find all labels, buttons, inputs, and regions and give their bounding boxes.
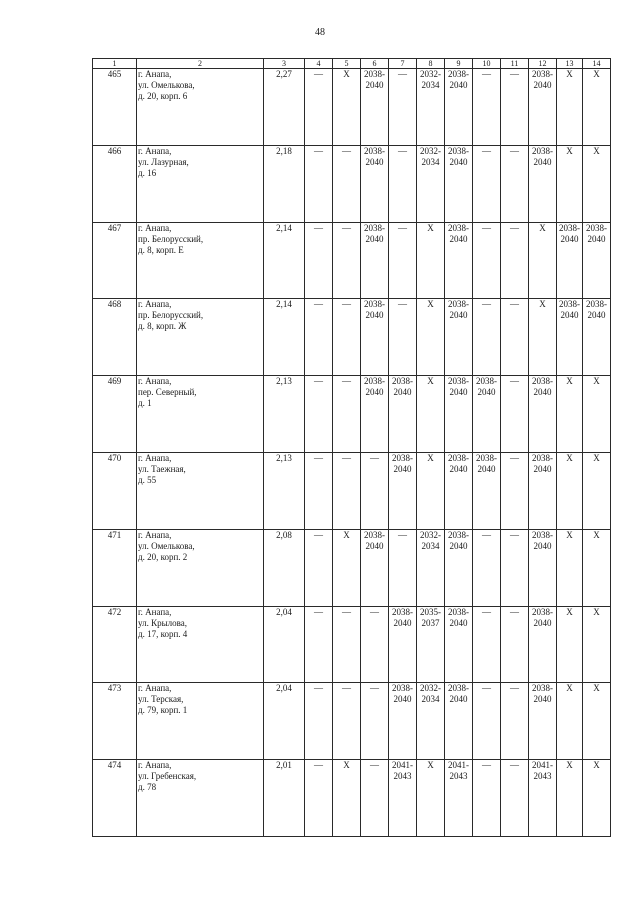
value-cell <box>557 222 583 299</box>
value-cell: 2,27 <box>264 69 305 146</box>
address-cell <box>137 760 264 837</box>
period-line: 2038- <box>448 376 469 387</box>
value-cell: X <box>583 760 611 837</box>
value-cell <box>529 376 557 453</box>
value-cell <box>389 760 417 837</box>
period-line: 2040 <box>393 617 412 628</box>
value-cell <box>389 452 417 529</box>
period-line: 2040 <box>587 233 606 244</box>
address-line: г. Анапа, <box>138 606 172 617</box>
value-cell <box>361 299 389 376</box>
address-line: пр. Белорусский, <box>138 233 204 244</box>
address-line: д. 17, корп. 4 <box>138 628 188 639</box>
table-body <box>93 69 611 837</box>
period-line: 2040 <box>560 233 579 244</box>
value-cell: X <box>583 145 611 222</box>
value-cell: X <box>583 376 611 453</box>
period-line: 2040 <box>449 387 468 398</box>
value-cell: — <box>333 606 361 683</box>
value-cell: — <box>305 69 333 146</box>
value-cell: — <box>501 145 529 222</box>
period-line: 2038- <box>532 683 553 694</box>
table-row <box>93 529 611 606</box>
row-number: 469 <box>93 376 137 453</box>
period-line: 2038- <box>448 606 469 617</box>
value-cell: — <box>333 452 361 529</box>
value-cell: — <box>473 222 501 299</box>
column-header: 13 <box>557 59 583 69</box>
value-cell: — <box>305 145 333 222</box>
value-cell: X <box>529 299 557 376</box>
column-header: 11 <box>501 59 529 69</box>
value-cell: — <box>473 760 501 837</box>
period-line: 2038- <box>392 606 413 617</box>
period-line: 2038- <box>532 606 553 617</box>
period-line: 2040 <box>533 540 552 551</box>
value-cell <box>445 606 473 683</box>
period-line: 2043 <box>393 771 412 782</box>
period-line: 2040 <box>449 156 468 167</box>
address-line: д. 20, корп. 2 <box>138 551 188 562</box>
value-cell: — <box>361 760 389 837</box>
address-cell <box>137 222 264 299</box>
address-cell <box>137 683 264 760</box>
value-cell <box>361 222 389 299</box>
row-number: 467 <box>93 222 137 299</box>
value-cell: — <box>361 683 389 760</box>
value-cell <box>361 69 389 146</box>
period-line: 2037 <box>421 617 440 628</box>
page-number: 48 <box>315 27 325 38</box>
period-line: 2040 <box>365 540 384 551</box>
period-line: 2040 <box>449 233 468 244</box>
value-cell: — <box>305 606 333 683</box>
value-cell <box>529 452 557 529</box>
value-cell: — <box>305 760 333 837</box>
period-line: 2040 <box>449 80 468 90</box>
value-cell: — <box>305 452 333 529</box>
row-number: 472 <box>93 606 137 683</box>
value-cell <box>529 683 557 760</box>
value-cell: — <box>361 452 389 529</box>
value-cell: — <box>333 376 361 453</box>
address-line: г. Анапа, <box>138 760 172 771</box>
period-line: 2038- <box>448 145 469 156</box>
period-line: 2043 <box>533 771 552 782</box>
value-cell: — <box>389 69 417 146</box>
column-header: 6 <box>361 59 389 69</box>
period-line: 2043 <box>449 771 468 782</box>
period-line: 2038- <box>532 145 553 156</box>
value-cell: — <box>389 529 417 606</box>
address-line: г. Анапа, <box>138 222 172 233</box>
period-line: 2038- <box>364 145 385 156</box>
period-line: 2032- <box>420 683 441 694</box>
value-cell: X <box>583 529 611 606</box>
value-cell: 2,13 <box>264 376 305 453</box>
schedule-table <box>92 58 611 837</box>
period-line: 2034 <box>421 80 440 90</box>
row-number: 473 <box>93 683 137 760</box>
period-line: 2040 <box>449 540 468 551</box>
address-line: д. 1 <box>138 398 152 409</box>
row-number: 474 <box>93 760 137 837</box>
row-number: 470 <box>93 452 137 529</box>
value-cell: — <box>305 299 333 376</box>
value-cell: X <box>557 376 583 453</box>
column-header: 4 <box>305 59 333 69</box>
period-line: 2040 <box>449 617 468 628</box>
address-cell <box>137 69 264 146</box>
period-line: 2040 <box>533 80 552 90</box>
value-cell <box>445 529 473 606</box>
period-line: 2041- <box>448 760 469 771</box>
period-line: 2040 <box>365 387 384 398</box>
period-line: 2034 <box>421 156 440 167</box>
address-line: д. 55 <box>138 474 157 485</box>
value-cell: — <box>333 683 361 760</box>
value-cell: — <box>501 606 529 683</box>
address-line: г. Анапа, <box>138 452 172 463</box>
value-cell: X <box>583 452 611 529</box>
value-cell: X <box>557 606 583 683</box>
row-number: 466 <box>93 145 137 222</box>
value-cell: X <box>417 376 445 453</box>
address-line: д. 78 <box>138 782 157 793</box>
period-line: 2038- <box>364 376 385 387</box>
value-cell <box>445 222 473 299</box>
address-line: д. 8, корп. Е <box>138 244 184 255</box>
value-cell: X <box>417 222 445 299</box>
value-cell: X <box>417 299 445 376</box>
value-cell: — <box>473 529 501 606</box>
value-cell <box>361 376 389 453</box>
value-cell: — <box>473 69 501 146</box>
value-cell <box>389 606 417 683</box>
value-cell: — <box>473 683 501 760</box>
value-cell: 2,13 <box>264 452 305 529</box>
value-cell: X <box>417 760 445 837</box>
value-cell: X <box>583 69 611 146</box>
value-cell <box>361 145 389 222</box>
address-line: г. Анапа, <box>138 376 172 387</box>
value-cell: — <box>389 299 417 376</box>
period-line: 2040 <box>533 387 552 398</box>
address-line: ул. Крылова, <box>138 617 188 628</box>
address-line: д. 8, корп. Ж <box>138 321 187 332</box>
value-cell: — <box>305 683 333 760</box>
address-cell <box>137 145 264 222</box>
value-cell <box>445 69 473 146</box>
period-line: 2038- <box>476 376 497 387</box>
value-cell: X <box>583 683 611 760</box>
address-line: ул. Гребенская, <box>138 771 197 782</box>
address-line: ул. Таежная, <box>138 463 186 474</box>
period-line: 2038- <box>586 299 607 310</box>
period-line: 2038- <box>559 299 580 310</box>
column-header: 5 <box>333 59 361 69</box>
value-cell: — <box>305 222 333 299</box>
value-cell: X <box>417 452 445 529</box>
value-cell: X <box>557 145 583 222</box>
value-cell: 2,14 <box>264 299 305 376</box>
period-line: 2038- <box>448 452 469 463</box>
value-cell: 2,14 <box>264 222 305 299</box>
value-cell: — <box>501 452 529 529</box>
address-line: г. Анапа, <box>138 529 172 540</box>
period-line: 2038- <box>448 69 469 79</box>
value-cell: 2,04 <box>264 606 305 683</box>
row-number: 468 <box>93 299 137 376</box>
table-row <box>93 760 611 837</box>
period-line: 2040 <box>449 310 468 321</box>
value-cell <box>417 529 445 606</box>
value-cell <box>445 145 473 222</box>
value-cell: — <box>333 222 361 299</box>
value-cell <box>557 299 583 376</box>
value-cell: X <box>333 760 361 837</box>
value-cell <box>583 299 611 376</box>
period-line: 2038- <box>448 529 469 540</box>
value-cell: — <box>333 299 361 376</box>
value-cell: 2,04 <box>264 683 305 760</box>
value-cell <box>529 606 557 683</box>
table-row <box>93 452 611 529</box>
address-line: д. 79, корп. 1 <box>138 705 188 716</box>
value-cell: — <box>305 376 333 453</box>
value-cell: — <box>501 376 529 453</box>
period-line: 2041- <box>392 760 413 771</box>
table-row <box>93 145 611 222</box>
period-line: 2040 <box>365 156 384 167</box>
period-line: 2040 <box>477 463 496 474</box>
value-cell <box>417 606 445 683</box>
period-line: 2038- <box>364 529 385 540</box>
period-line: 2038- <box>364 299 385 310</box>
value-cell: — <box>501 299 529 376</box>
period-line: 2034 <box>421 540 440 551</box>
period-line: 2035- <box>420 606 441 617</box>
period-line: 2038- <box>476 452 497 463</box>
row-number: 465 <box>93 69 137 146</box>
period-line: 2038- <box>364 222 385 233</box>
value-cell: X <box>557 760 583 837</box>
value-cell <box>445 299 473 376</box>
period-line: 2040 <box>533 463 552 474</box>
value-cell: — <box>501 222 529 299</box>
value-cell: X <box>333 529 361 606</box>
value-cell: — <box>305 529 333 606</box>
period-line: 2038- <box>532 529 553 540</box>
value-cell: — <box>389 222 417 299</box>
value-cell <box>583 222 611 299</box>
table-row <box>93 69 611 146</box>
value-cell <box>529 69 557 146</box>
value-cell <box>389 683 417 760</box>
period-line: 2040 <box>365 80 384 90</box>
address-cell <box>137 529 264 606</box>
period-line: 2038- <box>532 69 553 79</box>
column-header: 10 <box>473 59 501 69</box>
address-cell <box>137 452 264 529</box>
period-line: 2040 <box>449 694 468 705</box>
value-cell <box>361 529 389 606</box>
address-line: г. Анапа, <box>138 683 172 694</box>
value-cell: — <box>501 760 529 837</box>
period-line: 2040 <box>560 310 579 321</box>
value-cell <box>389 376 417 453</box>
value-cell: — <box>473 299 501 376</box>
value-cell: 2,01 <box>264 760 305 837</box>
address-line: ул. Лазурная, <box>138 156 189 167</box>
period-line: 2032- <box>420 69 441 79</box>
period-line: 2040 <box>393 694 412 705</box>
value-cell <box>417 69 445 146</box>
address-line: д. 16 <box>138 167 157 178</box>
value-cell <box>445 760 473 837</box>
period-line: 2040 <box>587 310 606 321</box>
column-header: 14 <box>583 59 611 69</box>
value-cell: X <box>583 606 611 683</box>
address-line: г. Анапа, <box>138 299 172 310</box>
value-cell: X <box>529 222 557 299</box>
table-row <box>93 222 611 299</box>
value-cell <box>445 452 473 529</box>
period-line: 2040 <box>533 617 552 628</box>
period-line: 2038- <box>448 222 469 233</box>
value-cell: X <box>557 529 583 606</box>
value-cell: — <box>501 69 529 146</box>
value-cell <box>417 145 445 222</box>
period-line: 2038- <box>586 222 607 233</box>
table-row <box>93 606 611 683</box>
column-header: 3 <box>264 59 305 69</box>
value-cell <box>473 376 501 453</box>
column-header: 8 <box>417 59 445 69</box>
value-cell: X <box>557 69 583 146</box>
table-row <box>93 376 611 453</box>
period-line: 2038- <box>559 222 580 233</box>
period-line: 2038- <box>392 683 413 694</box>
value-cell <box>529 145 557 222</box>
column-header: 1 <box>93 59 137 69</box>
address-line: д. 20, корп. 6 <box>138 91 188 101</box>
row-number: 471 <box>93 529 137 606</box>
address-line: г. Анапа, <box>138 145 172 156</box>
period-line: 2032- <box>420 529 441 540</box>
address-line: г. Анапа, <box>138 69 172 79</box>
period-line: 2038- <box>392 452 413 463</box>
period-line: 2038- <box>392 376 413 387</box>
value-cell: — <box>473 145 501 222</box>
value-cell: X <box>333 69 361 146</box>
address-line: ул. Терская, <box>138 694 184 705</box>
value-cell <box>529 529 557 606</box>
value-cell: — <box>333 145 361 222</box>
period-line: 2038- <box>532 452 553 463</box>
period-line: 2038- <box>532 376 553 387</box>
period-line: 2038- <box>364 69 385 79</box>
period-line: 2040 <box>449 463 468 474</box>
address-cell <box>137 606 264 683</box>
period-line: 2041- <box>532 760 553 771</box>
value-cell: 2,18 <box>264 145 305 222</box>
column-header: 2 <box>137 59 264 69</box>
period-line: 2040 <box>393 463 412 474</box>
value-cell <box>417 683 445 760</box>
value-cell: 2,08 <box>264 529 305 606</box>
period-line: 2038- <box>448 299 469 310</box>
period-line: 2040 <box>477 387 496 398</box>
period-line: 2040 <box>393 387 412 398</box>
period-line: 2034 <box>421 694 440 705</box>
address-cell <box>137 376 264 453</box>
address-line: пр. Белорусский, <box>138 310 204 321</box>
value-cell: X <box>557 683 583 760</box>
value-cell: — <box>473 606 501 683</box>
period-line: 2040 <box>365 233 384 244</box>
address-cell <box>137 299 264 376</box>
column-number-row <box>93 59 611 69</box>
value-cell <box>445 683 473 760</box>
value-cell: — <box>389 145 417 222</box>
column-header: 9 <box>445 59 473 69</box>
period-line: 2040 <box>365 310 384 321</box>
value-cell <box>529 760 557 837</box>
value-cell: X <box>557 452 583 529</box>
value-cell: — <box>501 529 529 606</box>
column-header: 7 <box>389 59 417 69</box>
address-line: ул. Омелькова, <box>138 540 195 551</box>
value-cell: — <box>501 683 529 760</box>
table-row <box>93 299 611 376</box>
address-line: пер. Северный, <box>138 387 197 398</box>
column-header: 12 <box>529 59 557 69</box>
period-line: 2038- <box>448 683 469 694</box>
period-line: 2040 <box>533 694 552 705</box>
period-line: 2040 <box>533 156 552 167</box>
value-cell <box>473 452 501 529</box>
period-line: 2032- <box>420 145 441 156</box>
value-cell: — <box>361 606 389 683</box>
value-cell <box>445 376 473 453</box>
address-line: ул. Омелькова, <box>138 80 195 90</box>
table-row <box>93 683 611 760</box>
